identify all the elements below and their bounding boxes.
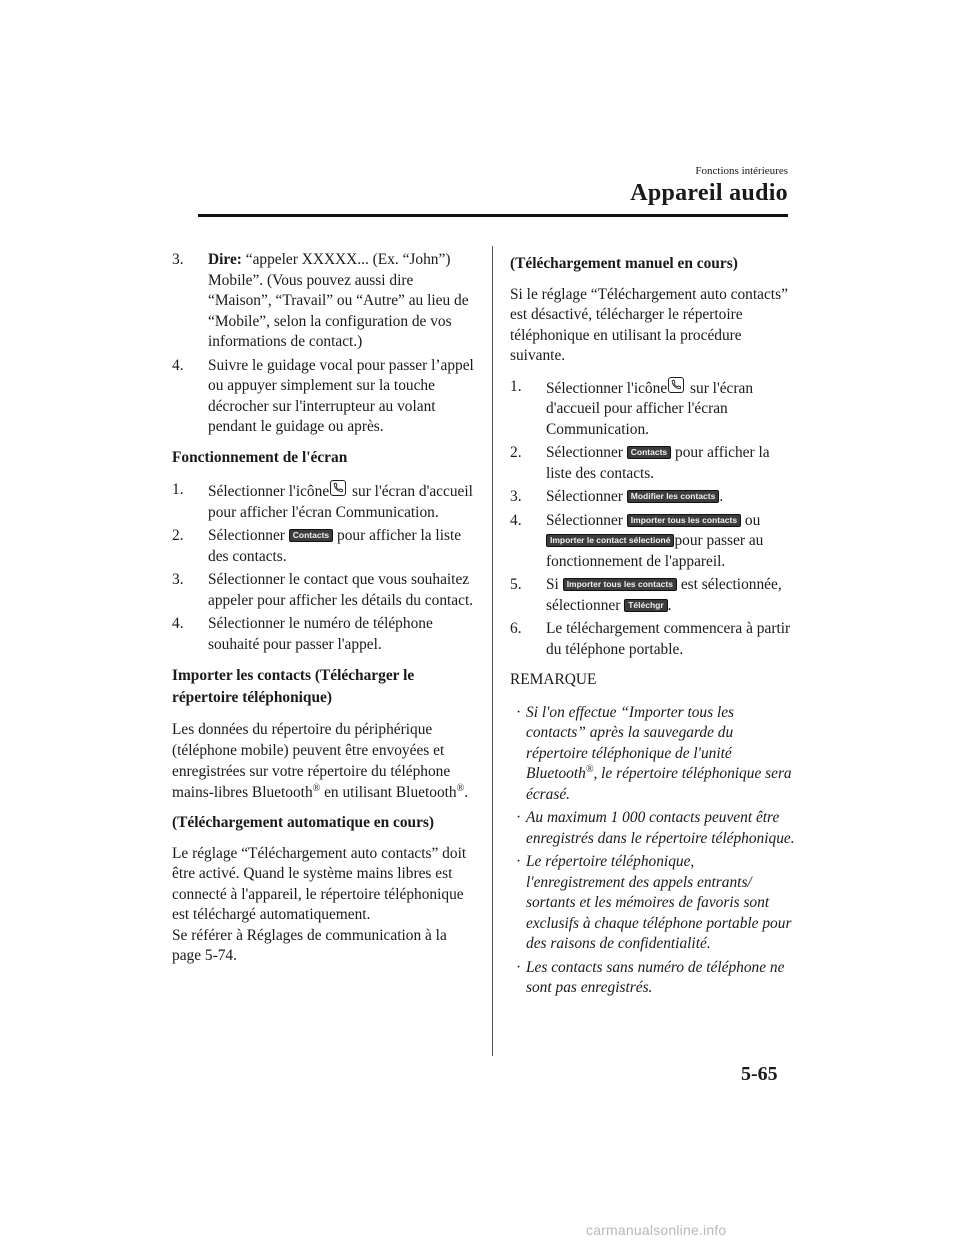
step-text: Sélectionner [546,444,627,461]
manual-step-4 [510,511,796,573]
step-voice-guidance [172,356,478,438]
note-text: Les contacts sans numéro de téléphone ne sont pas enregistrés. [526,958,785,996]
auto-download-paragraph: Le réglage “Téléchargement auto contacts” doit être activé. Quand le système mains libres est connecté à l'appareil, le répertoire téléphonique est téléchargé automatiquement. [172,844,467,923]
auto-download-heading: (Téléchargement automatique en cours) [172,814,435,831]
watermark: carmanualsonline.info [586,1222,727,1238]
note-title: REMARQUE [510,671,597,688]
phone-handset-icon [330,480,346,496]
paragraph-text: . [464,784,469,801]
registered-mark: ® [585,763,594,775]
bullet: · [516,703,522,721]
step-number: 4. [172,615,184,632]
step-text: Sélectionner [546,511,627,529]
left-column [172,250,478,975]
manual-step-3 [510,487,796,508]
paragraph-text: en utilisant Bluetooth [320,784,457,801]
reference-paragraph: Se référer à Réglages de communication à la page 5-74. [172,926,447,964]
step-text: . [719,488,724,505]
step-text: Sélectionner le numéro de téléphone souhaité pour passer l'appel. [208,615,433,653]
note-item [510,852,796,955]
screen-step-3 [172,570,478,611]
column-divider [492,246,493,1056]
step-number: 4. [172,356,184,374]
import-all-contacts-button[interactable]: Importer tous les contacts [563,578,677,591]
step-text: Sélectionner [546,488,627,505]
header-chapter-title: Appareil audio [630,180,788,206]
step-text: pour afficher la liste des contacts. [546,444,770,482]
screen-step-2 [172,526,478,567]
step-text: est sélectionnée, sélectionner [546,576,782,614]
note-text: Si l'on effectue “Importer tous les contacts” après la sauvegarde du répertoire téléphonique de l'unité Bluetooth [526,703,735,782]
step-text: Sélectionner l'icône [208,483,330,500]
note-item [510,703,796,806]
manual-step-1 [510,377,796,441]
note-item [510,808,796,849]
step-text: Sélectionner l'icône [546,379,668,397]
note-text: Au maximum 1 000 contacts peuvent être enregistrés dans le répertoire téléphonique. [526,809,795,847]
step-text: Si [546,576,563,593]
step-text: pour afficher la liste des contacts. [208,527,462,565]
contacts-button[interactable]: Contacts [627,446,671,459]
step-text: Sélectionner [208,527,289,544]
registered-mark: ® [456,782,465,794]
paragraph-text: Les données du répertoire du périphérique (téléphone mobile) peuvent être envoyées et enregistrées sur votre répertoire du téléphone mains-libres Bluetooth [172,721,451,801]
import-contacts-paragraph [172,719,478,803]
step-text: ou [741,511,761,529]
edit-contacts-button[interactable]: Modifier les contacts [627,490,720,503]
step-number: 3. [172,251,184,268]
note-item [510,958,796,999]
manual-download-paragraph: Si le réglage “Téléchargement auto contacts” est désactivé, télécharger le répertoire téléphonique en utilisant la procédure suivante. [510,285,788,364]
manual-step-2 [510,443,796,484]
step-text: Sélectionner le contact que vous souhaitez appeler pour afficher les détails du contact. [208,571,474,609]
step-say-command [172,250,478,353]
import-selected-contact-button[interactable]: Importer le contact sélectioné [546,534,674,547]
import-contacts-heading: Importer les contacts (Télécharger le répertoire téléphonique) [172,667,415,706]
step-number: 3. [172,571,184,588]
bullet: · [516,809,522,826]
step-text: Suivre le guidage vocal pour passer l’appel ou appuyer simplement sur la touche décrocher sur l'interrupteur au volant pendant le guidage ou après. [208,356,474,435]
registered-mark: ® [312,782,321,794]
screen-operation-heading: Fonctionnement de l'écran [172,448,348,466]
import-all-contacts-button[interactable]: Importer tous les contacts [627,514,741,527]
bullet: · [516,853,522,870]
phone-handset-icon [668,377,684,393]
step-text: “appeler XXXXX... (Ex. “John”) Mobile”. (Vous pouvez aussi dire “Maison”, “Travail” ou “Autre” au lieu de “Mobile”, selon la configuration de vos informations de contact.) [208,251,469,350]
step-number: 4. [510,511,522,529]
right-column [510,254,796,1002]
contacts-button[interactable]: Contacts [289,529,333,542]
step-text: sur l'écran d'accueil pour afficher l'écran Communication. [546,379,754,438]
manual-download-heading: (Téléchargement manuel en cours) [510,255,738,272]
bullet: · [516,958,522,976]
step-number: 2. [172,527,184,544]
screen-step-4 [172,614,478,655]
step-text: Le téléchargement commencera à partir du téléphone portable. [546,620,791,658]
step-number: 6. [510,620,522,637]
step-number: 1. [172,481,184,498]
header-rule [198,214,788,217]
step-bold-label: Dire: [208,251,242,268]
note-text: , le répertoire téléphonique sera écrasé. [526,765,792,803]
step-text: . [667,596,672,614]
step-text: pour passer au fonctionnement de l'appareil. [546,532,764,570]
step-number: 1. [510,377,522,395]
manual-step-6 [510,619,796,660]
manual-step-5 [510,575,796,616]
step-text: sur l'écran d'accueil pour afficher l'écran Communication. [208,483,473,521]
page-number: 5-65 [741,1063,778,1085]
header-section-label: Fonctions intérieures [695,165,788,177]
download-button[interactable]: Téléchgr [624,599,667,612]
note-text: Le répertoire téléphonique, l'enregistrement des appels entrants/ sortants et les mémoires de favoris sont exclusifs à chaque téléphone portable pour des raisons de confidentialité. [526,853,792,952]
step-number: 3. [510,488,522,505]
step-number: 2. [510,444,522,461]
step-number: 5. [510,576,522,593]
screen-step-1 [172,480,478,523]
